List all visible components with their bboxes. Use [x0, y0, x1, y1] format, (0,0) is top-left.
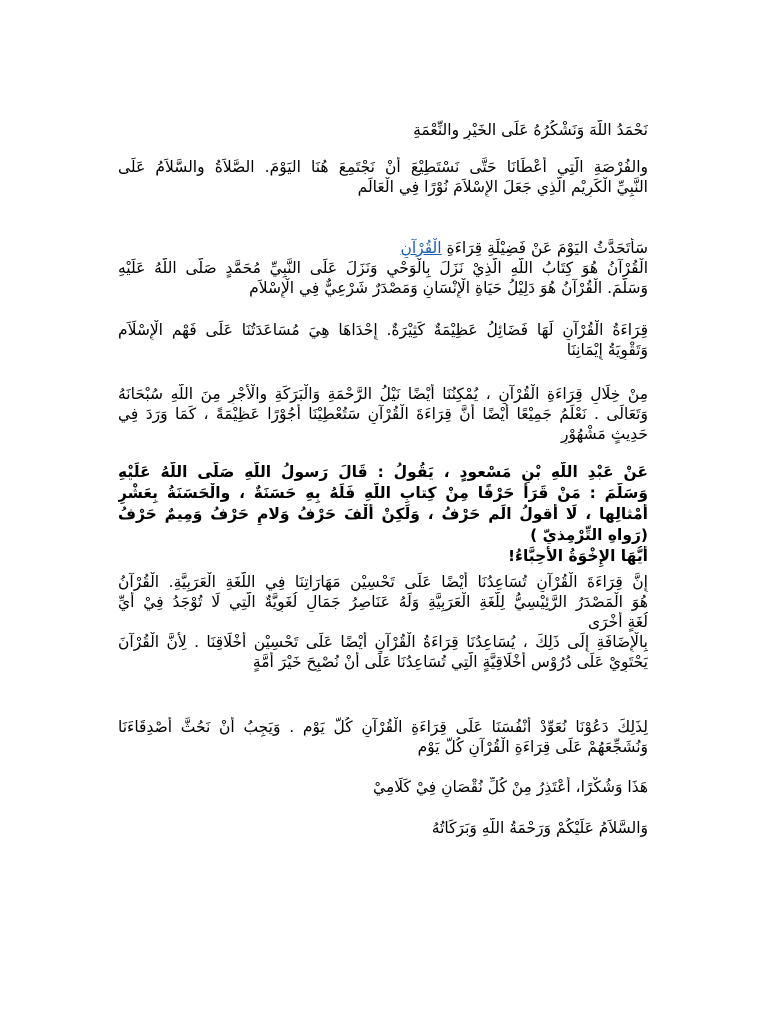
topic-paragraph — [118, 238, 648, 298]
ethics-line: بِالْإِضَافَةِ إِلَى ذَلِكَ ، يُسَاعِدُنَا قِرَاءَةُ الْقُرْآنِ أَيْضًا عَلَى تَحْسِيْنِ أَخْلَاقِنَا . لِأَنَّ الْقُرْآنَ — [118, 633, 648, 651]
virtues-line: قِرَاءَةُ الْقُرْآنِ لَهَا فَضَائِلُ عَظِيْمَةٌ كَثِيْرَةٌ. إِحْدَاهَا هِيَ مُسَاعَدَتُنَا عَلَى فَهْمِ الْإِسْلَاَمِ — [118, 321, 648, 339]
closing-line: وَالسَّلاَمُ عَلَيْكُمْ وَرَحْمَةُ اللَّهِ وَبَرَكَاتُهُ — [431, 819, 648, 837]
intro-line: والفُرْصَةِ الَّتِي أَعْطَانَا حَتَّى نَسْتَطِيْعَ أَنْ نَجْتَمِعَ هُنَا اليَوْمَ. الصَّلاَةُ والسَّلاَمُ عَلَى — [118, 158, 648, 176]
topic-line-prefix: سَأَتَحَدَّثُ اليَوْمَ عَنْ فَضِيْلَةِ قِرَاءَةِ — [441, 239, 648, 257]
greeting-paragraph — [118, 120, 648, 140]
intro-paragraph — [118, 157, 648, 197]
language-line: إِنَّ قِرَاءَةَ الْقُرْآنِ تُسَاعِدُنَا أَيْضًا عَلَى تَحْسِيْنِ مَهَارَاتِنَا فِي اللُّغَةِ الْعَرَبِيَّةِ. الْقُرْآنُ — [118, 573, 648, 591]
hadith-line: وَسَلَّمَ : مَنْ قَرَأَ حَرْفًا مِنْ كِتابِ اللَّهِ فَلَهُ بِهِ حَسَنَةٌ ، والْحَسَنَةُ بِعَشْرِ — [118, 484, 648, 502]
exhortation-line: لِذَلِكَ دَعُوْنَا نُعَوِّدْ أَنْفُسَنَا عَلَى قِرَاءَةِ الْقُرْآنِ كُلَّ يَوْمٍ . وَيَجِبُ أَنْ نَحُثَّ أَصْدِقَاءَنَا — [118, 718, 648, 736]
topic-line: الْقُرْآنُ هُوَ كِتَابُ اللَّهِ الَّذِيْ نَزَلَ بِالْوَحْيِ وَنَزَلَ عَلَى النَّبِيِّ مُحَمَّدٍ صَلَّى اللَّهُ عَلَيْهِ — [118, 259, 648, 277]
quran-link[interactable]: الْقُرْآنِ — [400, 239, 442, 257]
greeting-line: نَحْمَدُ اللَّهَ وَنَشْكُرُهُ عَلَى الخَيْرِ والنِّعْمَةِ — [413, 121, 648, 139]
virtues-line: وَتَقْوِيَةُ إِيْمَانِنَا — [566, 341, 648, 359]
topic-line — [118, 238, 648, 258]
reward-line: وَتَعَالَى . نَعْلَمُ جَمِيْعًا أَيْضًا أَنَّ قِرَاءَةَ الْقُرْآنِ سَتُعْطِيْنَا أُجُوْرًا عَظِيْمَةً ، كَمَا وَرَدَ فِي — [118, 405, 648, 423]
exhortation-line: وَنُشَجِّعَهُمْ عَلَى قِرَاءَةِ الْقُرْآنِ كُلَّ يَوْمٍ — [417, 738, 648, 756]
hadith-line: أَمْثالِها ، لَا أَقولُ الَم حَرْفُ ، وَلَكِنْ أَلْفَ حَرْفُ وَلامٍ حَرْفُ وَمِيمٌ حَرْفُ — [118, 505, 648, 523]
hadith-citation: (رَواهِ التِّرْمِذيّ ) — [530, 526, 648, 544]
language-paragraph — [118, 572, 648, 632]
ethics-paragraph — [118, 632, 648, 672]
language-line: لُغَةٍ أُخْرَى — [587, 613, 648, 631]
topic-line: وَسَلَّمَ. الْقُرْآنُ هُوَ دَلِيْلُ حَيَاةِ الْإِنْسَانِ وَمَصْدَرٌ شَرْعِيٌّ فِي الْإِسْلاَمِ — [249, 279, 648, 297]
intro-line: النَّبِيِّ الْكَرِيْمِ الَّذِي جَعَلَ الإِسْلاَمَ نُوْرًا فِي الْعَالَمِ — [357, 178, 648, 196]
apology-line: هَذَا وَشُكْرًا، أَعْتَذِرُ مِنْ كُلِّ نُقْصَانٍ فِيْ كَلَامِيْ — [373, 778, 648, 796]
reward-line: حَدِيثٍ مَشْهُوْرٍ — [561, 425, 648, 443]
reward-paragraph — [118, 384, 648, 444]
virtues-paragraph — [118, 320, 648, 360]
language-line: هُوَ الْمَصْدَرُ الرَّئِيْسِيُّ لِلُّغَةِ الْعَرَبِيَّةِ وَلَهُ عَنَاصِرُ جَمَالٍ لُغَوِيَّةٌ الَّتِي لَا تُوْجَدُ فِيْ أَيِّ — [118, 593, 648, 611]
exhortation-paragraph — [118, 717, 648, 757]
ethics-line: يَحْتَوِيْ عَلَى دُرُوْسٍ أَخْلَاقِيَّةٍ الَّتِي تُسَاعِدُنَا عَلَى أَنْ نُصْبِحَ خَيْرَ أُمَّةٍ — [252, 653, 648, 671]
reward-line: مِنْ خِلَالِ قِرَاءَةِ الْقُرْآنِ ، يُمْكِنُنَا أَيْضًا نَيْلُ الرَّحْمَةِ وَالْبَرَكَةِ والْأَجْرِ مِنَ اللَّهِ سُبْحَانَهُ — [118, 385, 648, 403]
audience-address: أَيُّهَا الإِخْوَةُ الأَحِبَّاءُ! — [507, 547, 648, 565]
apology-paragraph — [118, 777, 648, 797]
closing-paragraph — [118, 818, 648, 838]
hadith-line: عَنْ عَبْدِ اللَّهِ بْنِ مَسْعودٍ ، يَقُولُ : قَالَ رَسولُ اللَّهِ صَلَّى اللَّهُ عَلَيْهِ — [118, 463, 648, 481]
hadith-paragraph — [118, 462, 648, 567]
